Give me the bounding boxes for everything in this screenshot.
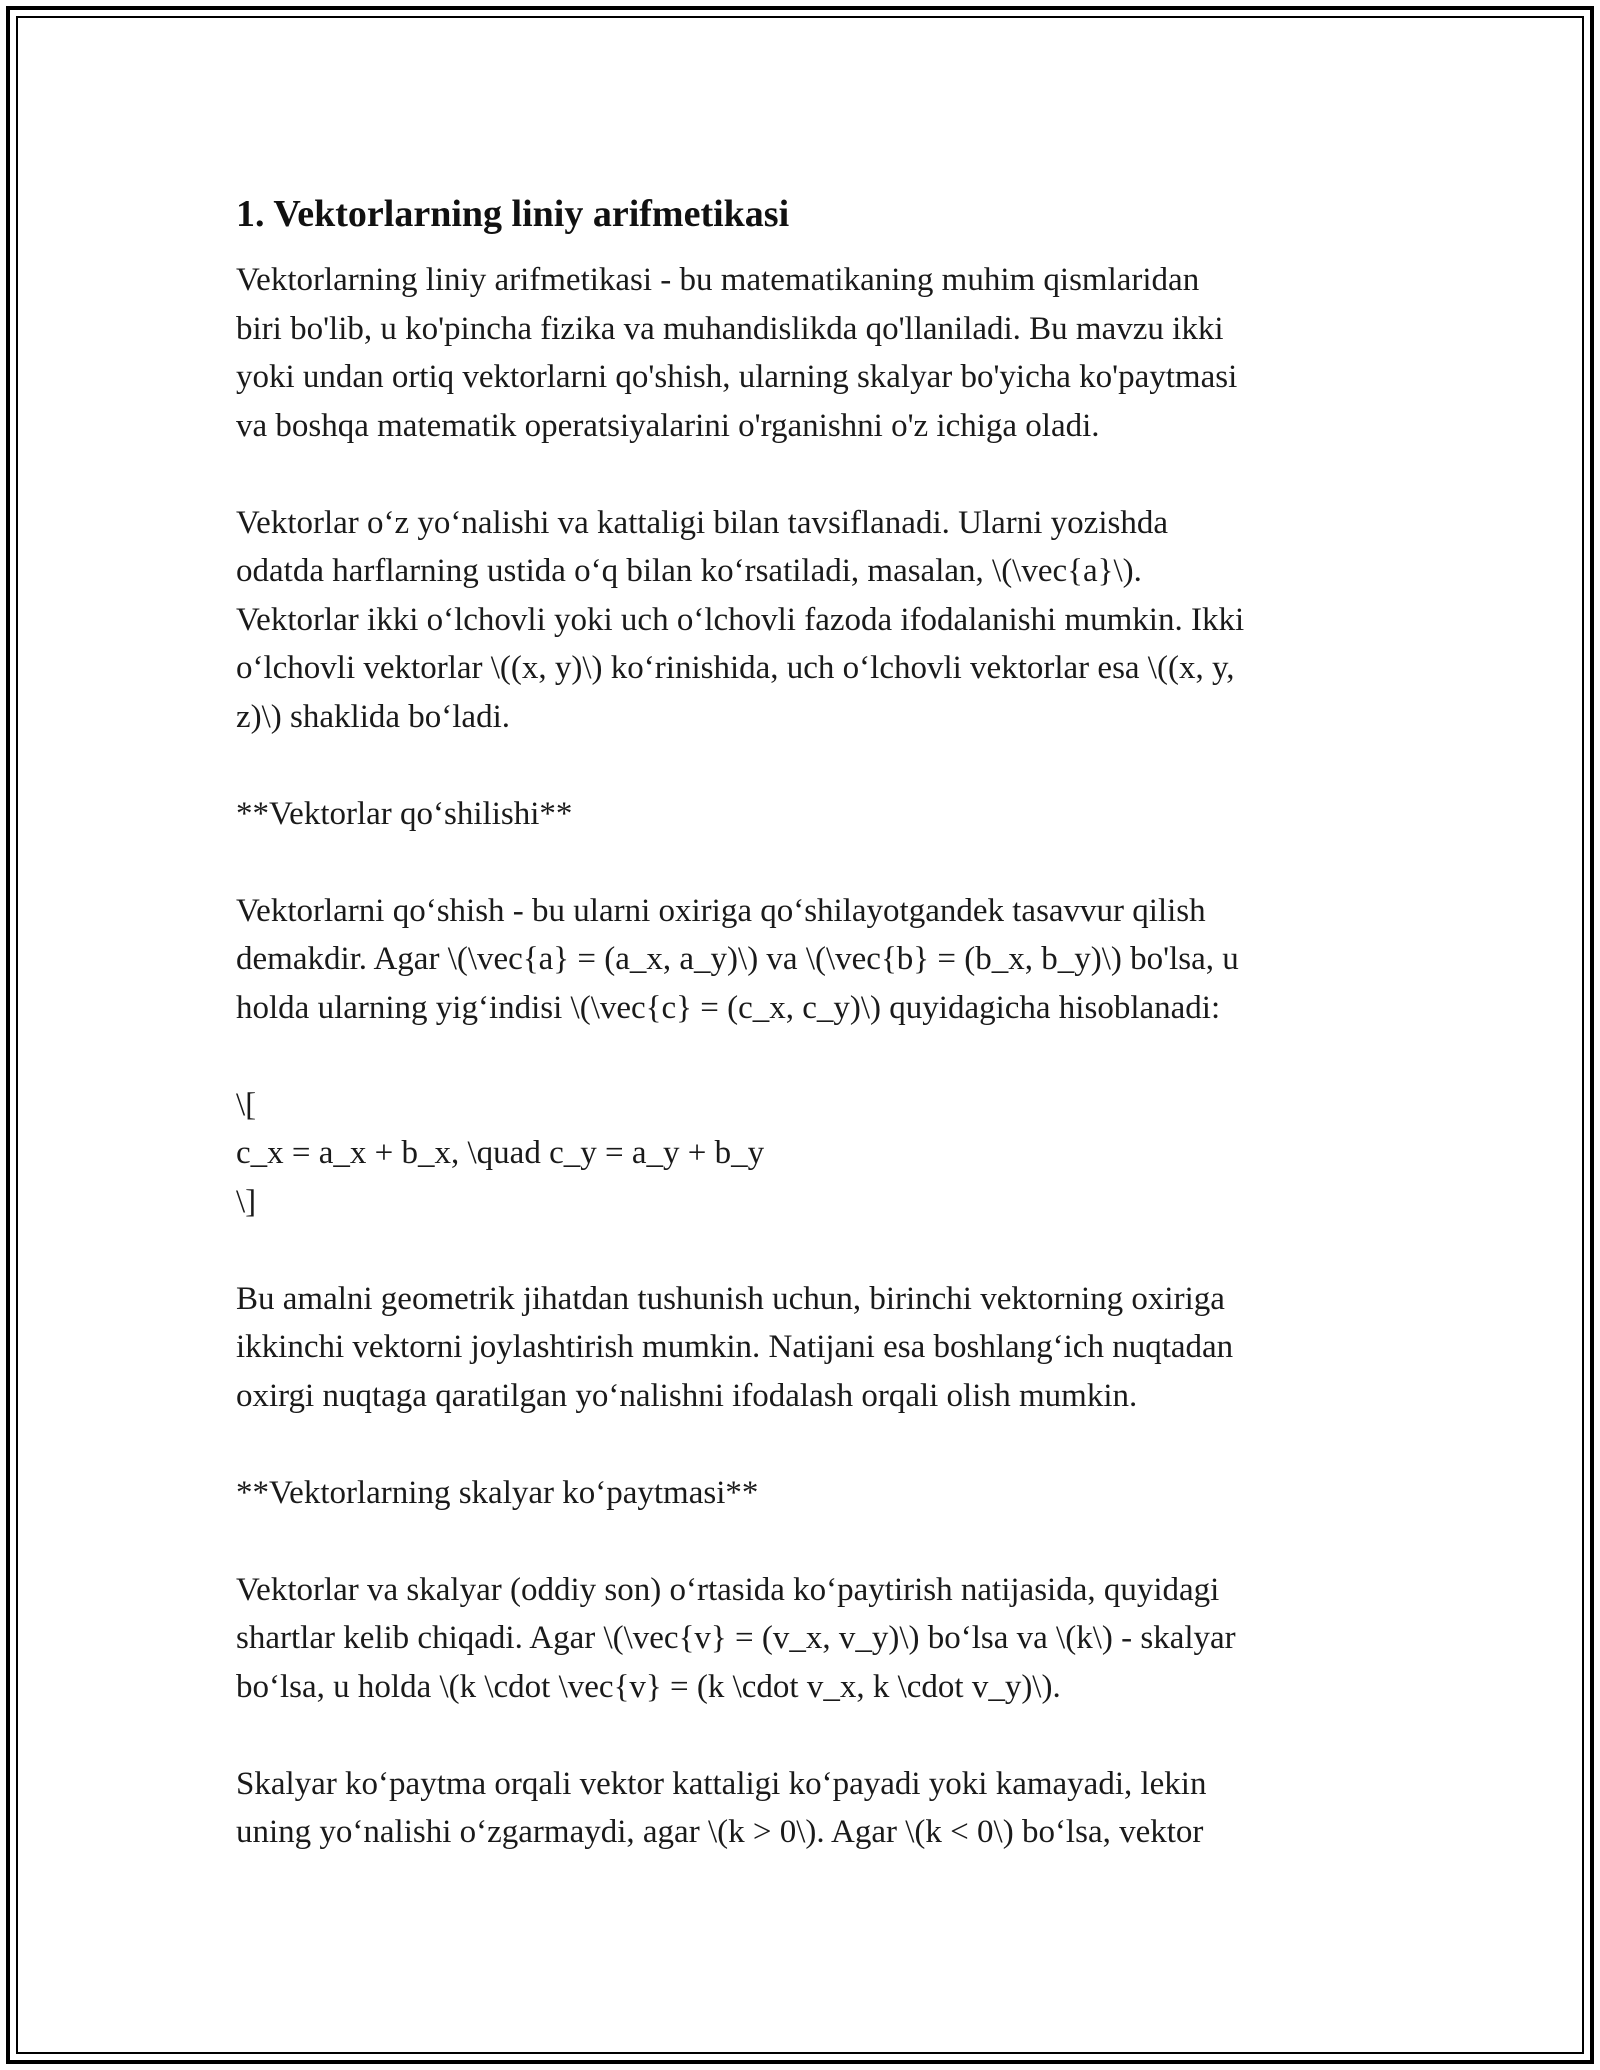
text-line: **Vektorlar qo‘shilishi**: [236, 795, 573, 832]
text-line: Vektorlarning liniy arifmetikasi - bu matematikaning muhim qismlaridan: [236, 262, 1200, 298]
paragraph: [236, 1760, 1366, 1857]
paragraph: [236, 499, 1366, 742]
text-line: shartlar kelib chiqadi. Agar \(\vec{v} = (v_x, v_y)\) bo‘lsa va \(k\) - skalyar: [236, 1620, 1236, 1656]
text-line: Vektorlarni qo‘shish - bu ularni oxiriga qo‘shilayotgandek tasavvur qilish: [236, 892, 1206, 929]
text-line: oxirgi nuqtaga qaratilgan yo‘nalishni ifodalash orqali olish mumkin.: [236, 1377, 1138, 1414]
text-line: Vektorlar o‘z yo‘nalishi va kattaligi bilan tavsiflanadi. Ularni yozishda: [236, 504, 1168, 541]
paragraph: [236, 1469, 1366, 1518]
text-line: c_x = a_x + b_x, \quad c_y = a_y + b_y: [236, 1135, 765, 1171]
text-line: uning yo‘nalishi o‘zgarmaydi, agar \(k > 0\). Agar \(k < 0\) bo‘lsa, vektor: [236, 1814, 1204, 1850]
text-line: va boshqa matematik operatsiyalarini o'rganishni o'z ichiga oladi.: [236, 407, 1100, 444]
text-line: z)\) shaklida bo‘ladi.: [236, 698, 510, 735]
text-line: o‘lchovli vektorlar \((x, y)\) ko‘rinishida, uch o‘lchovli vektorlar esa \((x, y,: [236, 650, 1235, 686]
paragraph: [236, 1566, 1366, 1712]
text-line: \]: [236, 1183, 257, 1220]
text-line: yoki undan ortiq vektorlarni qo'shish, ularning skalyar bo'yicha ko'paytmasi: [236, 359, 1238, 395]
text-line: Bu amalni geometrik jihatdan tushunish uchun, birinchi vektorning oxiriga: [236, 1280, 1225, 1317]
text-line: holda ularning yig‘indisi \(\vec{c} = (c_x, c_y)\) quyidagicha hisoblanadi:: [236, 989, 1221, 1026]
text-line: ikkinchi vektorni joylashtirish mumkin. Natijani esa boshlang‘ich nuqtadan: [236, 1329, 1234, 1365]
paragraph: [236, 887, 1366, 1033]
text-line: bo‘lsa, u holda \(k \cdot \vec{v} = (k \cdot v_x, k \cdot v_y)\).: [236, 1668, 1061, 1705]
text-line: Vektorlar ikki o‘lchovli yoki uch o‘lchovli fazoda ifodalanishi mumkin. Ikki: [236, 601, 1245, 638]
text-line: Skalyar ko‘paytma orqali vektor kattaligi ko‘payadi yoki kamayadi, lekin: [236, 1765, 1207, 1802]
text-line: biri bo'lib, u ko'pincha fizika va muhandislikda qo'llaniladi. Bu mavzu ikki: [236, 310, 1224, 347]
section-title: 1. Vektorlarning liniy arifmetikasi: [236, 193, 790, 235]
paragraph-list: [236, 256, 1366, 1857]
text-line: \[: [236, 1086, 257, 1123]
paragraph: [236, 790, 1366, 839]
paragraph: [236, 1081, 1366, 1227]
paragraph: [236, 1275, 1366, 1421]
text-line: odatda harflarning ustida o‘q bilan ko‘rsatiladi, masalan, \(\vec{a}\).: [236, 553, 1142, 589]
paragraph: [236, 256, 1366, 450]
text-line: demakdir. Agar \(\vec{a} = (a_x, a_y)\) va \(\vec{b} = (b_x, b_y)\) bo'lsa, u: [236, 941, 1239, 977]
text-line: Vektorlar va skalyar (oddiy son) o‘rtasida ko‘paytirish natijasida, quyidagi: [236, 1571, 1220, 1608]
document-body: [236, 186, 1366, 1905]
text-line: **Vektorlarning skalyar ko‘paytmasi**: [236, 1474, 759, 1511]
